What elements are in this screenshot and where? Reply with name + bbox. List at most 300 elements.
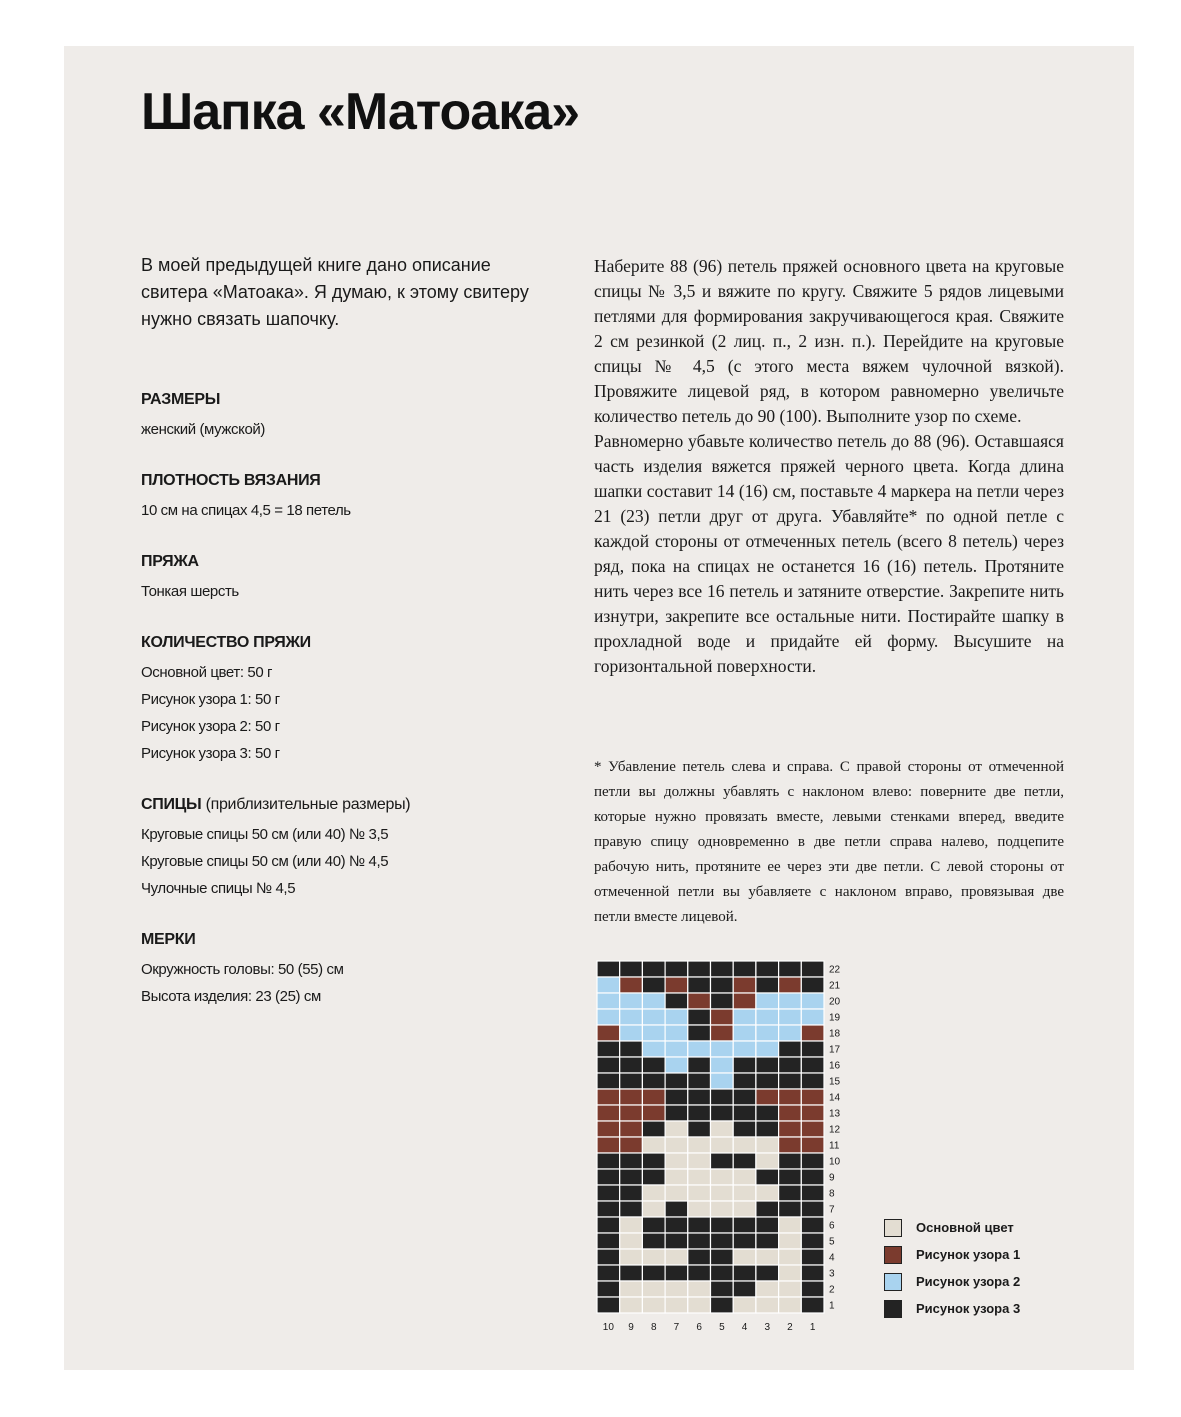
chart-cell [779, 1169, 802, 1185]
chart-cell [688, 977, 711, 993]
chart-cell [779, 1281, 802, 1297]
chart-cell [642, 1057, 665, 1073]
chart-cell [711, 1233, 734, 1249]
chart-cell [756, 1105, 779, 1121]
chart-cell [711, 1201, 734, 1217]
chart-cell [711, 1153, 734, 1169]
column-number: 9 [628, 1322, 634, 1333]
chart-cell [642, 1105, 665, 1121]
chart-cell [665, 1041, 688, 1057]
chart-cell [688, 1041, 711, 1057]
row-number: 16 [829, 1060, 841, 1072]
spec-heading [141, 928, 541, 952]
spec-block [141, 793, 541, 902]
chart-cell [688, 1185, 711, 1201]
footnote: * Убавление петель слева и справа. С правой стороны от отмеченной петли вы должны убавлять с наклоном влево: поверните две петли, которые нужно провязать вместе, левыми стенками вперед, введите правую спицу одновременно в две петли справа налево, подцепите рабочую нить, протяните ее через эти две петли. С левой стороны от отмеченной петли вы убавляете с наклоном вправо, провязывая две петли вместе лицевой. [594, 759, 1064, 925]
chart-cell [756, 1249, 779, 1265]
chart-cell [597, 1009, 620, 1025]
legend-swatch [884, 1273, 902, 1291]
chart-cell [665, 1025, 688, 1041]
row-number: 8 [829, 1188, 835, 1200]
spec-heading [141, 469, 541, 493]
chart-cell [779, 1121, 802, 1137]
legend-swatch [884, 1246, 902, 1264]
chart-cell [711, 1041, 734, 1057]
chart-cell [642, 1201, 665, 1217]
spec-heading-text: МЕРКИ [141, 931, 196, 948]
chart-cell [688, 1073, 711, 1089]
chart-cell [733, 961, 756, 977]
chart-cell [756, 1169, 779, 1185]
chart-cell [733, 1281, 756, 1297]
chart-cell [733, 1009, 756, 1025]
spec-value: 10 см на спицах 4,5 = 18 петель [141, 502, 351, 519]
chart-cell [688, 1105, 711, 1121]
chart-cell [711, 1009, 734, 1025]
chart-cell [642, 961, 665, 977]
chart-cell [597, 961, 620, 977]
chart-cell [688, 993, 711, 1009]
legend-swatch [884, 1219, 902, 1237]
chart-cell [620, 1281, 643, 1297]
row-number: 22 [829, 964, 841, 976]
chart-cell [597, 1153, 620, 1169]
chart-cell [711, 1185, 734, 1201]
chart-cell [756, 961, 779, 977]
chart-cell [756, 1121, 779, 1137]
chart-cell [779, 1057, 802, 1073]
chart-cell [620, 1201, 643, 1217]
legend-item [884, 1241, 1020, 1268]
chart-cell [688, 1169, 711, 1185]
spec-block [141, 388, 541, 443]
chart-cell [665, 1009, 688, 1025]
legend-label: Рисунок узора 2 [916, 1274, 1021, 1289]
chart-cell [779, 1297, 802, 1313]
chart-cell [642, 1185, 665, 1201]
column-number: 4 [741, 1322, 748, 1333]
chart-cell [665, 1185, 688, 1201]
chart-cell [733, 1153, 756, 1169]
row-number: 5 [829, 1236, 835, 1248]
chart-cell [779, 1265, 802, 1281]
row-number: 19 [829, 1012, 841, 1024]
chart-cell [665, 977, 688, 993]
chart-cell [642, 1073, 665, 1089]
chart-cell [665, 1105, 688, 1121]
spec-value: женский (мужской) [141, 421, 265, 438]
chart-cell [688, 1297, 711, 1313]
chart-cell [711, 1297, 734, 1313]
chart-cell [620, 1265, 643, 1281]
chart-cell [688, 1233, 711, 1249]
chart-cell [688, 1249, 711, 1265]
chart-cell [801, 1137, 824, 1153]
chart-cell [756, 1137, 779, 1153]
chart-cell [665, 1217, 688, 1233]
chart-cell [779, 1025, 802, 1041]
chart-cell [733, 1121, 756, 1137]
chart-cell [620, 1297, 643, 1313]
legend-item [884, 1295, 1020, 1322]
spec-block [141, 550, 541, 605]
spec-heading-text: ПРЯЖА [141, 553, 199, 570]
chart-cell [688, 1057, 711, 1073]
chart-cell [620, 1073, 643, 1089]
chart-cell [620, 1185, 643, 1201]
chart-cell [733, 1265, 756, 1281]
spec-value: Высота изделия: 23 (25) см [141, 988, 321, 1005]
spec-heading [141, 550, 541, 574]
chart-cell [688, 1281, 711, 1297]
chart-cell [779, 1073, 802, 1089]
spec-heading-text: СПИЦЫ [141, 796, 202, 813]
instructions [594, 254, 1064, 679]
column-number: 3 [764, 1322, 771, 1333]
chart-cell [756, 1009, 779, 1025]
chart-cell [801, 1105, 824, 1121]
chart-cell [779, 1201, 802, 1217]
row-number: 13 [829, 1108, 841, 1120]
chart-cell [801, 1265, 824, 1281]
chart-cell [733, 1201, 756, 1217]
column-number: 8 [650, 1322, 657, 1333]
chart-cell [779, 993, 802, 1009]
chart-cell [801, 1297, 824, 1313]
chart-cell [779, 1009, 802, 1025]
chart-cell [665, 1169, 688, 1185]
chart-cell [756, 977, 779, 993]
spec-value: Круговые спицы 50 см (или 40) № 3,5 [141, 826, 389, 843]
page [64, 46, 1134, 1370]
chart-cell [642, 1265, 665, 1281]
chart-cell [688, 1265, 711, 1281]
chart-cell [733, 1233, 756, 1249]
chart-cell [756, 1297, 779, 1313]
chart-cell [688, 1153, 711, 1169]
chart-cell [597, 1169, 620, 1185]
spec-value: Рисунок узора 3: 50 г [141, 745, 280, 762]
chart-cell [733, 1169, 756, 1185]
column-number: 2 [787, 1322, 793, 1333]
chart-cell [597, 1025, 620, 1041]
chart-cell [665, 1281, 688, 1297]
chart-cell [665, 1073, 688, 1089]
chart-cell [665, 1153, 688, 1169]
chart-cell [620, 977, 643, 993]
chart-cell [597, 1297, 620, 1313]
chart-cell [620, 1009, 643, 1025]
chart-cell [756, 1185, 779, 1201]
chart-legend [884, 1214, 1020, 1322]
chart-cell [801, 1201, 824, 1217]
chart-cell [665, 1233, 688, 1249]
chart-cell [801, 1025, 824, 1041]
chart-cell [711, 1249, 734, 1265]
legend-item [884, 1214, 1020, 1241]
chart-cell [665, 1121, 688, 1137]
chart-cell [642, 1153, 665, 1169]
chart-cell [642, 1009, 665, 1025]
chart-cell [801, 977, 824, 993]
chart-cell [733, 1217, 756, 1233]
chart-cell [620, 1057, 643, 1073]
chart-cell [733, 1249, 756, 1265]
chart-cell [711, 1137, 734, 1153]
chart-cell [597, 1185, 620, 1201]
spec-value: Рисунок узора 1: 50 г [141, 691, 280, 708]
chart-cell [642, 1233, 665, 1249]
chart-cell [733, 1073, 756, 1089]
chart-cell [779, 1105, 802, 1121]
chart-cell [665, 1089, 688, 1105]
legend-label: Рисунок узора 3 [916, 1301, 1021, 1316]
chart-cell [597, 1121, 620, 1137]
chart-cell [733, 1105, 756, 1121]
spec-block [141, 631, 541, 767]
chart-cell [711, 1217, 734, 1233]
chart-cell [711, 1089, 734, 1105]
chart-cell [756, 1201, 779, 1217]
row-number: 11 [829, 1140, 840, 1152]
chart-cell [733, 1137, 756, 1153]
chart-cell [688, 1137, 711, 1153]
chart-cell [801, 1089, 824, 1105]
chart-cell [620, 993, 643, 1009]
chart-cell [597, 1233, 620, 1249]
spec-block [141, 928, 541, 1010]
chart-cell [620, 1089, 643, 1105]
chart-cell [801, 1009, 824, 1025]
chart-cell [756, 1089, 779, 1105]
chart-cell [597, 1281, 620, 1297]
chart-cell [779, 1153, 802, 1169]
chart-cell [733, 1041, 756, 1057]
chart-cell [642, 1137, 665, 1153]
chart-cell [688, 961, 711, 977]
row-number: 12 [829, 1124, 841, 1136]
chart-cell [733, 1089, 756, 1105]
chart-cell [733, 1057, 756, 1073]
chart-cell [642, 1041, 665, 1057]
chart-cell [711, 993, 734, 1009]
row-number: 17 [829, 1044, 841, 1056]
chart-cell [688, 1217, 711, 1233]
chart-cell [597, 1073, 620, 1089]
chart-cell [620, 1249, 643, 1265]
row-number: 7 [829, 1204, 835, 1216]
spec-heading-note: (приблизительные размеры) [201, 796, 411, 813]
row-number: 4 [829, 1252, 835, 1264]
column-number: 10 [602, 1322, 614, 1333]
chart-cell [711, 961, 734, 977]
chart-cell [801, 961, 824, 977]
chart-cell [779, 1041, 802, 1057]
legend-label: Основной цвет [916, 1220, 1014, 1235]
row-number: 21 [829, 980, 841, 992]
chart-cell [756, 1041, 779, 1057]
chart-cell [665, 1249, 688, 1265]
chart-cell [711, 1073, 734, 1089]
row-number: 3 [829, 1268, 835, 1280]
chart-cell [642, 1281, 665, 1297]
spec-value: Чулочные спицы № 4,5 [141, 880, 296, 897]
specs-list [141, 388, 541, 1036]
chart-cell [597, 1057, 620, 1073]
row-number: 2 [829, 1284, 835, 1296]
chart-cell [801, 1073, 824, 1089]
legend-item [884, 1268, 1020, 1295]
chart-cell [733, 993, 756, 1009]
chart-cell [801, 1217, 824, 1233]
chart-cell [620, 1169, 643, 1185]
row-number: 18 [829, 1028, 841, 1040]
spec-value: Тонкая шерсть [141, 583, 239, 600]
chart-cell [779, 1249, 802, 1265]
chart-cell [665, 1201, 688, 1217]
chart-cell [801, 1185, 824, 1201]
row-number: 6 [829, 1220, 835, 1232]
chart-cell [620, 961, 643, 977]
chart-cell [597, 1217, 620, 1233]
row-number: 15 [829, 1076, 841, 1088]
chart-cell [711, 1281, 734, 1297]
chart-cell [801, 1169, 824, 1185]
chart-cell [711, 977, 734, 993]
chart-cell [665, 961, 688, 977]
chart-cell [779, 977, 802, 993]
page-title: Шапка «Матоака» [141, 83, 580, 141]
spec-value: Круговые спицы 50 см (или 40) № 4,5 [141, 853, 389, 870]
spec-heading-text: РАЗМЕРЫ [141, 391, 221, 408]
chart-cell [665, 1057, 688, 1073]
chart-cell [620, 1041, 643, 1057]
instructions-paragraph: Наберите 88 (96) петель пряжей основного цвета на круговые спицы № 3,5 и вяжите по кругу. Свяжите 5 рядов лицевыми петлями для формирования закручивающегося края. Свяжите 2 см резинкой (2 лиц. п., 2 изн. п.). Перейдите на круговые спицы № 4,5 (с этого места вяжем чулочной вязкой). Провяжите лицевой ряд, в котором равномерно увеличьте количество петель до 90 (100). Выполните узор по схеме. [594, 256, 1064, 426]
row-number: 9 [829, 1172, 835, 1184]
chart-cell [801, 1121, 824, 1137]
chart-cell [642, 1025, 665, 1041]
chart-cell [711, 1265, 734, 1281]
chart-cell [756, 1073, 779, 1089]
chart-cell [756, 1153, 779, 1169]
spec-heading [141, 793, 541, 817]
chart-cell [779, 1089, 802, 1105]
spec-heading-text: КОЛИЧЕСТВО ПРЯЖИ [141, 634, 311, 651]
chart-cell [642, 1089, 665, 1105]
chart-cell [779, 961, 802, 977]
chart-cell [801, 1153, 824, 1169]
chart-cell [597, 977, 620, 993]
chart-cell [688, 1201, 711, 1217]
chart-cell [642, 1169, 665, 1185]
spec-heading [141, 631, 541, 655]
chart-cell [711, 1121, 734, 1137]
chart-cell [756, 1265, 779, 1281]
chart-cell [620, 1233, 643, 1249]
column-number: 6 [696, 1322, 702, 1333]
chart-cell [642, 1297, 665, 1313]
spec-heading-text: ПЛОТНОСТЬ ВЯЗАНИЯ [141, 472, 321, 489]
chart-cell [665, 1297, 688, 1313]
chart-cell [665, 1265, 688, 1281]
chart-cell [801, 1281, 824, 1297]
chart-cell [597, 1265, 620, 1281]
chart-cell [642, 1121, 665, 1137]
chart-cell [733, 977, 756, 993]
chart-cell [620, 1217, 643, 1233]
chart-cell [733, 1297, 756, 1313]
chart-cell [597, 1137, 620, 1153]
chart-cell [711, 1057, 734, 1073]
row-number: 14 [829, 1092, 841, 1104]
chart-cell [597, 1201, 620, 1217]
chart-cell [756, 1281, 779, 1297]
chart-cell [756, 1233, 779, 1249]
spec-block [141, 469, 541, 524]
chart-cell [597, 1041, 620, 1057]
chart-cell [733, 1025, 756, 1041]
spec-heading [141, 388, 541, 412]
legend-swatch [884, 1300, 902, 1318]
chart-cell [711, 1025, 734, 1041]
chart-cell [688, 1009, 711, 1025]
chart-cell [756, 1057, 779, 1073]
chart-cell [688, 1121, 711, 1137]
column-number: 5 [719, 1322, 725, 1333]
chart-cell [688, 1089, 711, 1105]
chart-cell [620, 1137, 643, 1153]
chart-cell [756, 993, 779, 1009]
chart-cell [642, 977, 665, 993]
row-number: 10 [829, 1156, 841, 1168]
chart-cell [597, 1249, 620, 1265]
chart-cell [733, 1185, 756, 1201]
chart-cell [688, 1025, 711, 1041]
chart-cell [801, 1233, 824, 1249]
chart-cell [642, 993, 665, 1009]
chart-cell [756, 1217, 779, 1233]
row-number: 20 [829, 996, 841, 1008]
chart-cell [665, 1137, 688, 1153]
spec-value: Рисунок узора 2: 50 г [141, 718, 280, 735]
chart-cell [597, 993, 620, 1009]
chart-cell [597, 1105, 620, 1121]
chart-cell [620, 1105, 643, 1121]
chart-cell [665, 993, 688, 1009]
chart-cell [801, 993, 824, 1009]
chart-cell [642, 1217, 665, 1233]
chart-cell [711, 1105, 734, 1121]
chart-cell [779, 1233, 802, 1249]
chart-cell [642, 1249, 665, 1265]
chart-cell [597, 1089, 620, 1105]
chart-cell [620, 1025, 643, 1041]
chart-cell [779, 1185, 802, 1201]
chart-cell [801, 1041, 824, 1057]
intro-text: В моей предыдущей книге дано описание свитера «Матоака». Я думаю, к этому свитеру нужно связать шапочку. [141, 255, 529, 329]
chart-cell [801, 1249, 824, 1265]
chart-cell [620, 1121, 643, 1137]
chart-cell [779, 1217, 802, 1233]
pattern-chart [595, 958, 855, 1338]
spec-value: Основной цвет: 50 г [141, 664, 273, 681]
chart-cell [620, 1153, 643, 1169]
chart-cell [711, 1169, 734, 1185]
chart-cell [756, 1025, 779, 1041]
spec-value: Окружность головы: 50 (55) см [141, 961, 344, 978]
row-number: 1 [829, 1300, 835, 1312]
instructions-paragraph: Равномерно убавьте количество петель до 88 (96). Оставшаяся часть изделия вяжется пряжей черного цвета. Когда длина шапки составит 14 (16) см, поставьте 4 маркера на петли через 21 (23) петли друг от друга. Убавляйте* по одной петле с каждой стороны от отмеченных петель (всего 8 петель) через ряд, пока на спицах не останется 16 (16) петель. Протяните нить через все 16 петель и затяните отверстие. Закрепите нить изнутри, закрепите все остальные нити. Постирайте шапку в прохладной воде и придайте ей форму. Высушите на горизонтальной поверхности. [594, 431, 1064, 676]
